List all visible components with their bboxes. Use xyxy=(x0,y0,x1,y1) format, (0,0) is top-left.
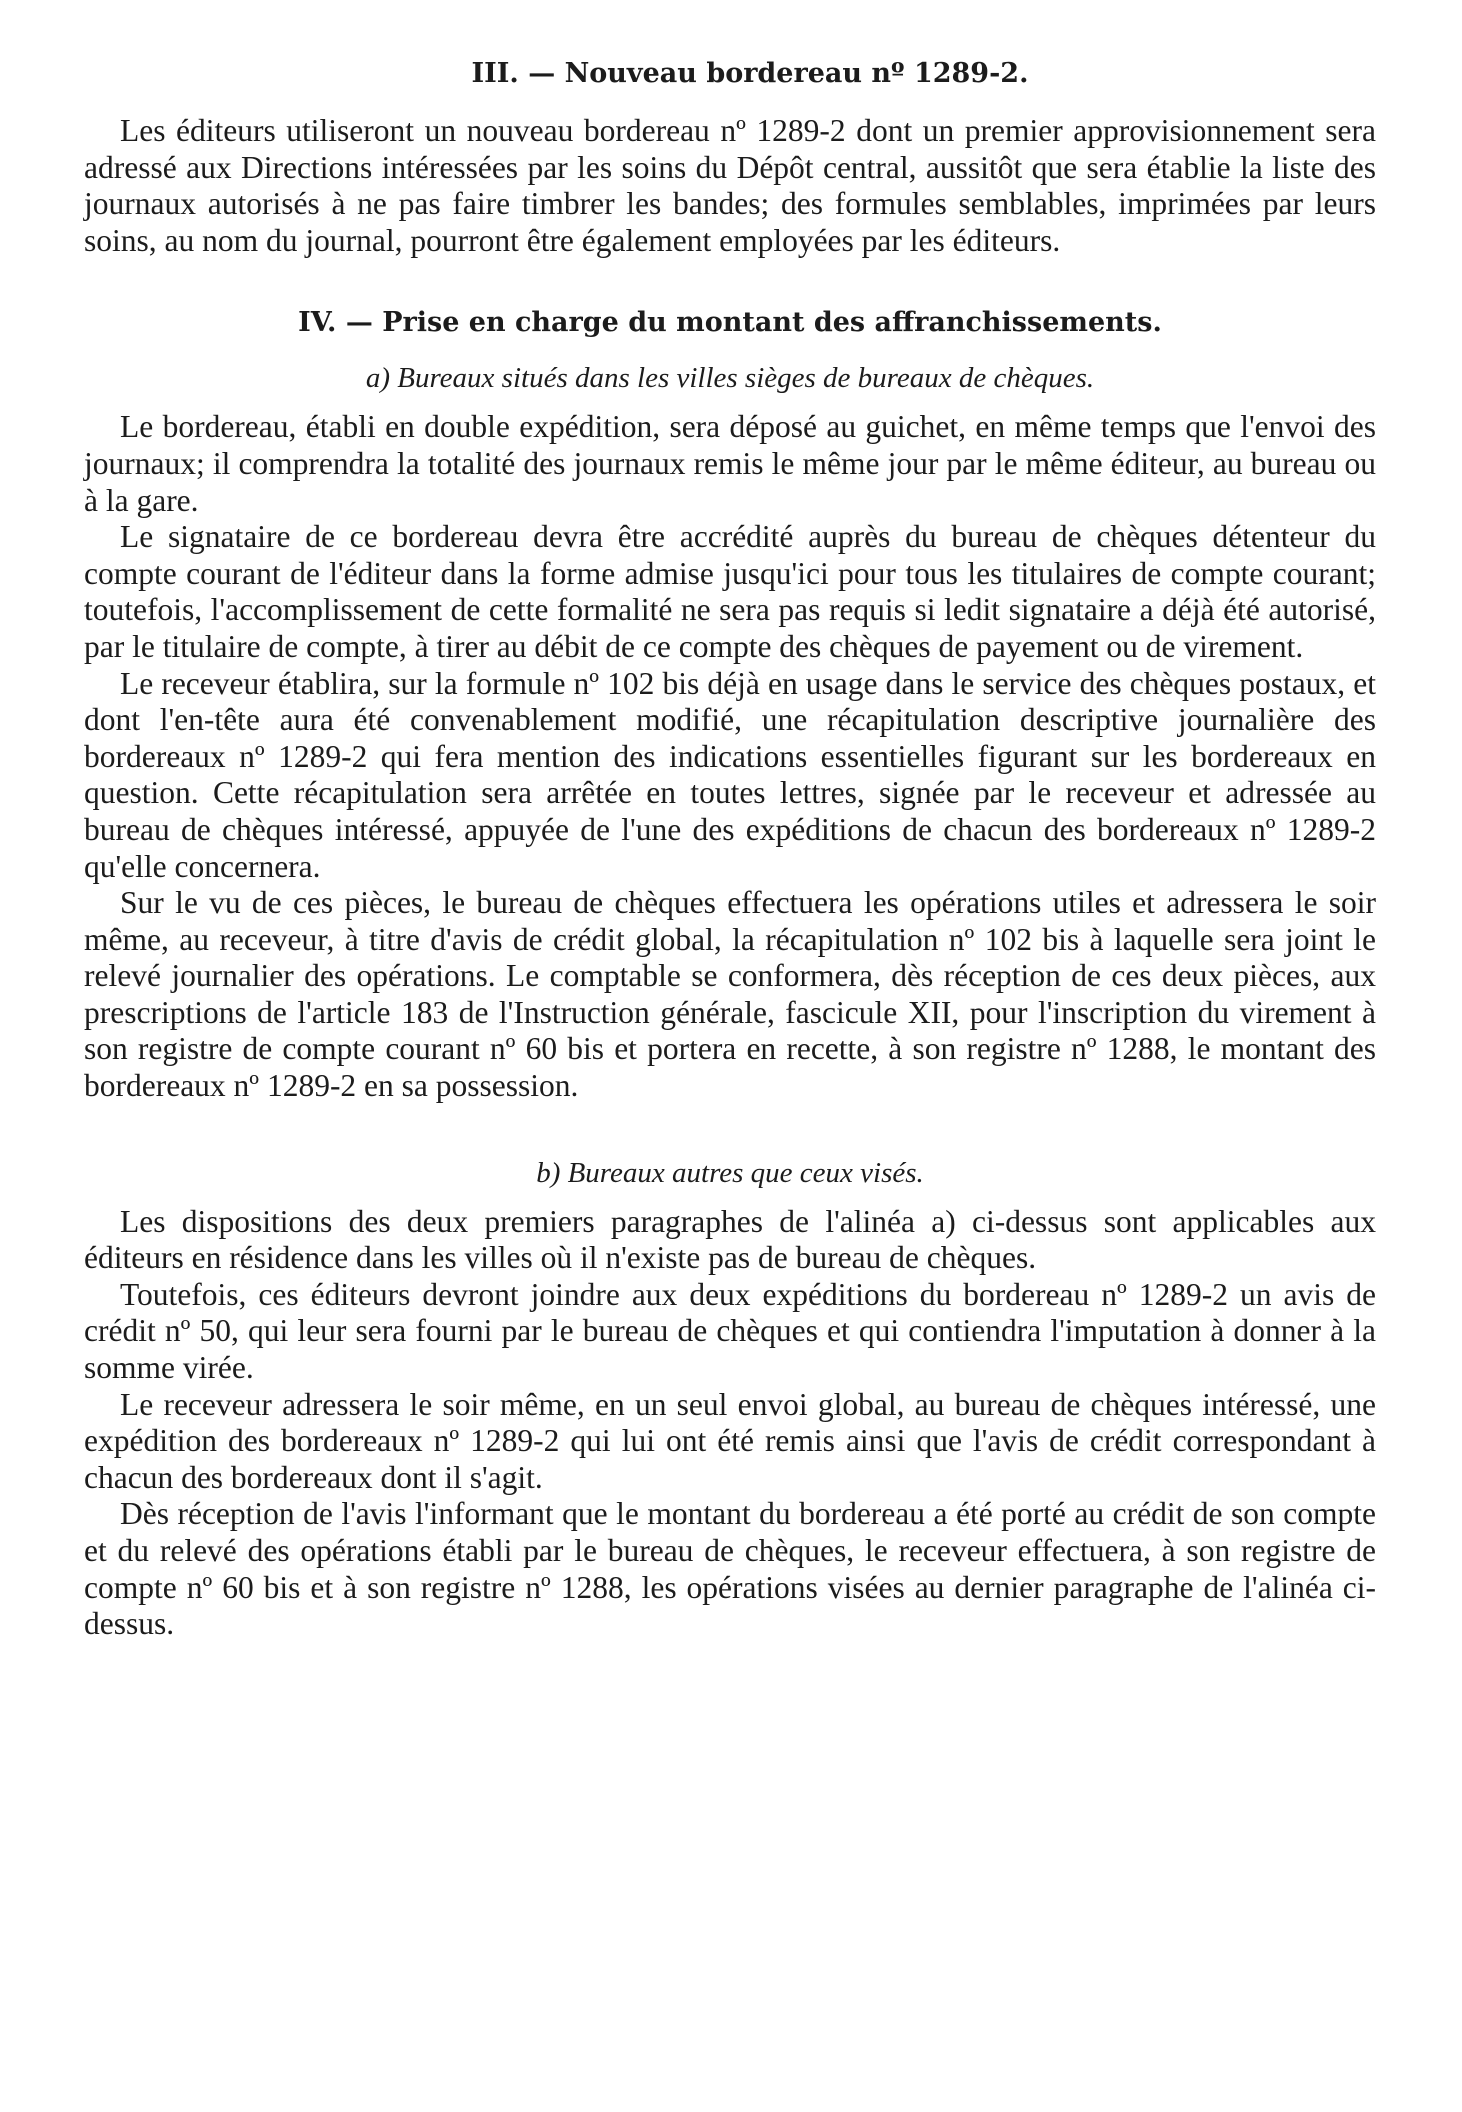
subsection-b-paragraph-1: Les dispositions des deux premiers paragraphes de l'alinéa a) ci-dessus sont applicables aux éditeurs en résidence dans les villes où il n'existe pas de bureau de chèques. xyxy=(84,1203,1376,1276)
subsection-a-title: a) Bureaux situés dans les villes sièges de bureaux de chèques. xyxy=(365,362,1095,395)
subsection-a-paragraph-4: Sur le vu de ces pièces, le bureau de chèques effectuera les opérations utiles et adressera le soir même, au receveur, à titre d'avis de crédit global, la récapitulation nº 102 bis à laquelle sera joint le relevé journalier des opérations. Le comptable se conformera, dès réception de ces deux pièces, aux prescriptions de l'article 183 de l'Instruction générale, fascicule XII, pour l'inscription du virement à son registre de compte courant nº 60 bis et portera en recette, à son registre nº 1288, le montant des bordereaux nº 1289-2 en sa possession. xyxy=(84,885,1376,1104)
subsection-a-paragraph-3: Le receveur établira, sur la formule nº 102 bis déjà en usage dans le service des chèques postaux, et dont l'en-tête aura été convenablement modifié, une récapitulation descriptive journalière des bordereaux nº 1289-2 qui fera mention des indications essentielles figurant sur les bordereaux en question. Cette récapitulation sera arrêtée en toutes lettres, signée par le receveur et adressée au bureau de chèques intéressé, appuyée de l'une des expéditions de chacun des bordereaux nº 1289-2 qu'elle concernera. xyxy=(84,665,1376,884)
subsection-a-paragraph-1: Le bordereau, établi en double expédition, sera déposé au guichet, en même temps que l'envoi des journaux; il comprendra la totalité des journaux remis le même jour par le même éditeur, au bureau ou à la gare. xyxy=(84,409,1376,518)
subsection-b-paragraph-2: Toutefois, ces éditeurs devront joindre aux deux expéditions du bordereau nº 1289-2 un avis de crédit nº 50, qui leur sera fourni par le bureau de chèques et qui contiendra l'imputation à donner à la somme virée. xyxy=(84,1276,1376,1386)
section-iv-heading: IV. — Prise en charge du montant des affranchissements. xyxy=(298,307,1162,339)
section-iii-heading: III. — Nouveau bordereau nº 1289-2. xyxy=(471,58,1029,89)
section-iii-paragraph: Les éditeurs utiliseront un nouveau bordereau nº 1289-2 dont un premier approvisionnement sera adressé aux Directions intéressées par les soins du Dépôt central, aussitôt que sera établie la liste des journaux autorisés à ne pas faire timbrer les bandes; des formules semblables, imprimées par leurs soins, au nom du journal, pourront être également employées par les éditeurs. xyxy=(84,113,1376,258)
subsection-b-title: b) Bureaux autres que ceux visés. xyxy=(536,1156,924,1189)
document-page xyxy=(84,58,1376,1643)
subsection-a-paragraph-2: Le signataire de ce bordereau devra être accrédité auprès du bureau de chèques détenteur du compte courant de l'éditeur dans la forme admise jusqu'ici pour tous les titulaires de compte courant; toutefois, l'accomplissement de cette formalité ne sera pas requis si ledit signataire a déjà été autorisé, par le titulaire de compte, à tirer au débit de ce compte des chèques de payement ou de virement. xyxy=(84,519,1376,664)
subsection-b-paragraph-3: Le receveur adressera le soir même, en un seul envoi global, au bureau de chèques intéressé, une expédition des bordereaux nº 1289-2 qui lui ont été remis ainsi que l'avis de crédit correspondant à chacun des bordereaux dont il s'agit. xyxy=(84,1386,1376,1495)
subsection-b-paragraph-4: Dès réception de l'avis l'informant que le montant du bordereau a été porté au crédit de son compte et du relevé des opérations établi par le bureau de chèques, le receveur effectuera, à son registre de compte nº 60 bis et à son registre nº 1288, les opérations visées au dernier paragraphe de l'alinéa ci-dessus. xyxy=(84,1496,1376,1642)
